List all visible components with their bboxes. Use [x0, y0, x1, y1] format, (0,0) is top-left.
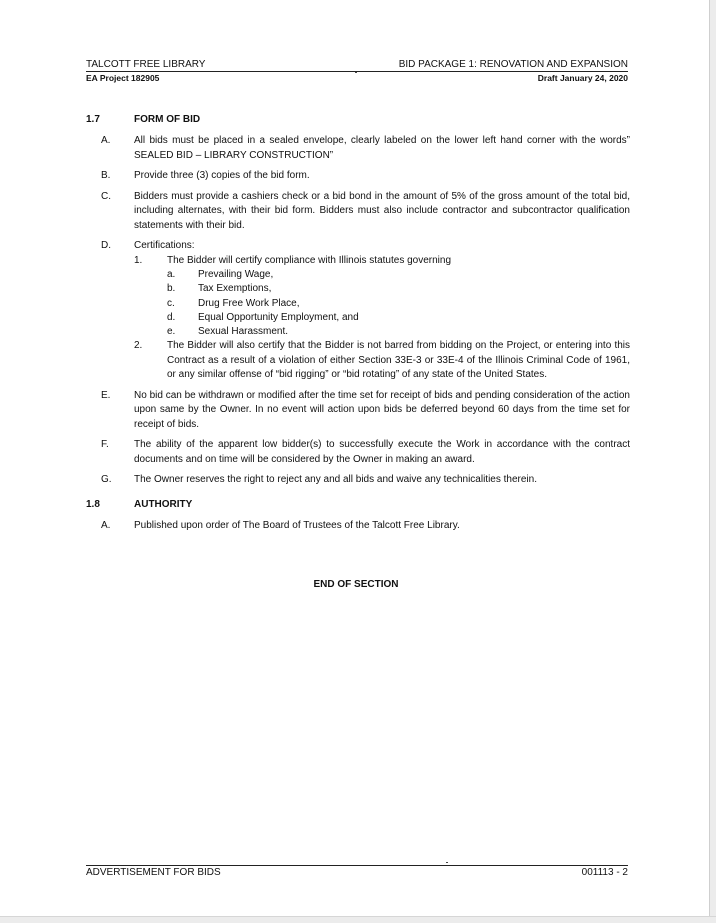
footer-rule — [86, 865, 628, 866]
paragraph-letter: A. — [101, 135, 111, 146]
paragraph-letter: B. — [101, 170, 111, 181]
paragraph-d — [86, 239, 630, 383]
paragraph-text: Provide three (3) copies of the bid form. — [134, 170, 310, 181]
paragraph-text: Bidders must provide a cashiers check or a bid bond in the amount of 5% of the gross amount of the total bid, including alternates, with their bid form. Bidders must also include contractor and subcontractor qualification statements with their bid. — [134, 190, 630, 231]
paragraph-text: The ability of the apparent low bidder(s) to successfully execute the Work in accordance with the contract documents and on time will be considered by the Owner in making an award. — [134, 439, 630, 465]
certification-list-item — [167, 297, 630, 311]
list-letter: c. — [167, 297, 175, 309]
paragraph-authority-a — [86, 519, 630, 534]
paragraph-letter: C. — [101, 190, 111, 202]
paragraph-b — [86, 169, 630, 184]
footer-document-title: ADVERTISEMENT FOR BIDS — [86, 867, 221, 878]
page-footer — [86, 867, 628, 880]
certification-list-item — [167, 282, 630, 296]
footer-page-number: 001113 - 2 — [581, 867, 628, 878]
header-library-name: TALCOTT FREE LIBRARY — [86, 59, 206, 70]
paragraph-letter: D. — [101, 240, 111, 251]
certification-list-item — [167, 325, 630, 339]
footer-rule-tick — [446, 862, 448, 863]
certification-list-item — [167, 268, 630, 282]
document-body — [86, 113, 630, 590]
header-draft-date: Draft January 24, 2020 — [537, 73, 628, 83]
certification-list-item — [167, 311, 630, 325]
list-text: Drug Free Work Place, — [198, 297, 300, 309]
paragraph-text: All bids must be placed in a sealed envelope, clearly labeled on the lower left hand corner with the words” SEALED BID – LIBRARY CONSTRUCTION” — [134, 135, 630, 161]
certification-1 — [134, 254, 630, 340]
section-number: 1.7 — [86, 114, 100, 125]
list-text: Sexual Harassment. — [198, 326, 289, 338]
list-letter: e. — [167, 326, 176, 338]
certification-number: 2. — [134, 340, 143, 352]
page-subheader — [86, 73, 628, 85]
paragraph-letter: G. — [101, 474, 112, 486]
list-letter: b. — [167, 283, 176, 295]
section-title: AUTHORITY — [134, 498, 193, 510]
list-text: Equal Opportunity Employment, and — [198, 311, 359, 323]
paragraph-g — [86, 473, 630, 488]
certification-2 — [134, 339, 630, 383]
paragraph-text: No bid can be withdrawn or modified after the time set for receipt of bids and pending consideration of the action upon same by the Owner. In no event will action upon bids be deferred beyond 60 days from the time set for receipt of bids. — [134, 389, 630, 430]
paragraph-letter: A. — [101, 519, 111, 531]
end-of-section: END OF SECTION — [313, 579, 399, 590]
page-right-edge — [709, 0, 716, 922]
certification-text: The Bidder will certify compliance with Illinois statutes governing — [167, 254, 452, 266]
section-heading-1-8 — [86, 498, 630, 513]
header-bid-package: BID PACKAGE 1: RENOVATION AND EXPANSION — [398, 59, 628, 70]
certification-text: The Bidder will also certify that the Bidder is not barred from bidding on the Project, or entering into this Contract as a result of a violation of either Section 33E-3 or 33E-4 of the Illinois Criminal Code of 1961, or any similar offense of “bid rigging” or “bid rotating” of any state of the United States. — [167, 340, 630, 381]
list-letter: a. — [167, 269, 176, 280]
paragraph-a — [86, 134, 630, 163]
paragraph-text: Certifications: — [134, 240, 195, 251]
certification-number: 1. — [134, 254, 143, 266]
paragraph-letter: E. — [101, 389, 111, 401]
paragraph-e — [86, 389, 630, 433]
list-text: Prevailing Wage, — [198, 269, 274, 280]
section-title: FORM OF BID — [134, 114, 201, 125]
paragraph-letter: F. — [101, 439, 109, 451]
list-letter: d. — [167, 311, 176, 323]
paragraph-text: Published upon order of The Board of Trustees of the Talcott Free Library. — [134, 519, 460, 531]
paragraph-c — [86, 190, 630, 234]
header-rule — [86, 71, 628, 72]
header-project-number: EA Project 182905 — [86, 73, 160, 83]
paragraph-text: The Owner reserves the right to reject any and all bids and waive any technicalities therein. — [134, 474, 537, 486]
section-number: 1.8 — [86, 498, 100, 510]
section-heading-1-7 — [86, 113, 630, 128]
list-text: Tax Exemptions, — [198, 283, 272, 295]
paragraph-f — [86, 438, 630, 467]
